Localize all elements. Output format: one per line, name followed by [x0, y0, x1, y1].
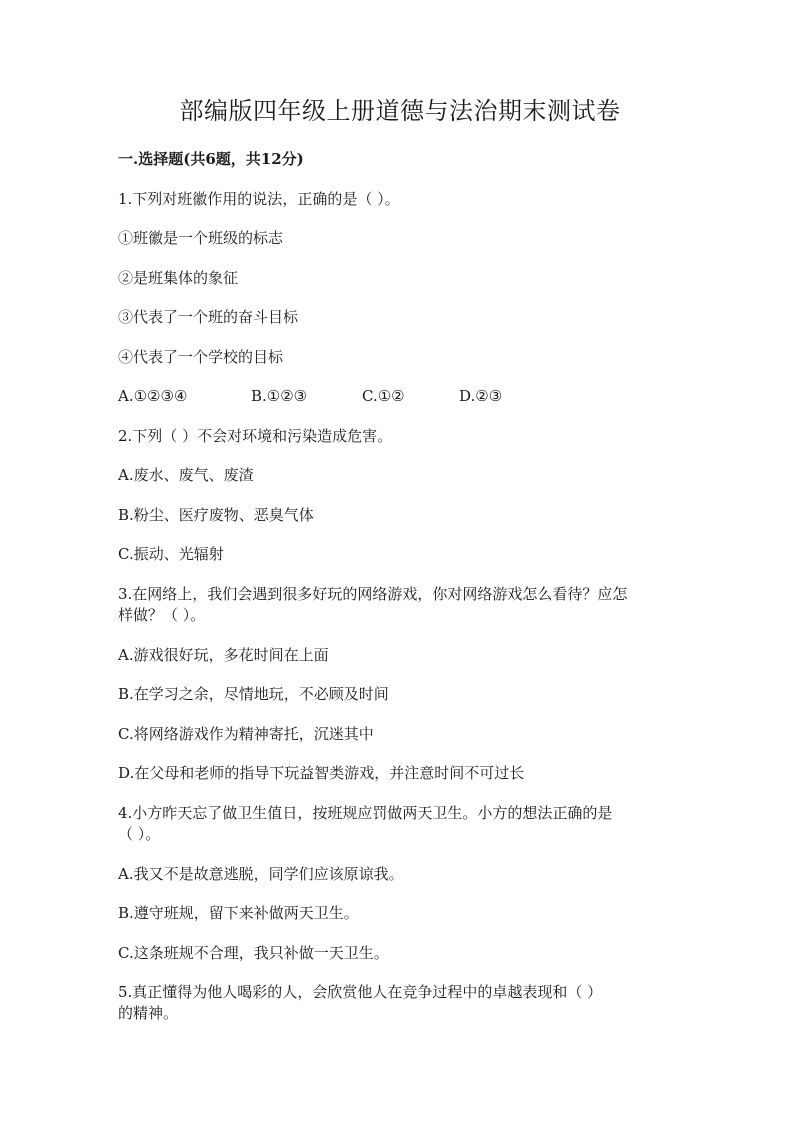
question-2-option-c: C.振动、光辐射	[118, 545, 224, 563]
question-3-option-b: B.在学习之余，尽情地玩，不必顾及时间	[118, 685, 389, 703]
question-1-statement-1: ①班徽是一个班级的标志	[118, 229, 284, 247]
question-2-stem: 2.下列（ ）不会对环境和污染造成危害。	[118, 427, 393, 445]
question-1-statement-4: ④代表了一个学校的目标	[118, 348, 284, 366]
question-5-stem-line-1: 5.真正懂得为他人喝彩的人，会欣赏他人在竞争过程中的卓越表现和（ ）	[118, 983, 603, 1001]
question-2-option-a: A.废水、废气、废渣	[118, 466, 254, 484]
question-1-option-d: D.②③	[459, 387, 503, 405]
section-heading: 一.选择题(共6题，共12分)	[118, 150, 304, 168]
page-title: 部编版四年级上册道德与法治期末测试卷	[179, 97, 621, 125]
question-4-stem-line-1: 4.小方昨天忘了做卫生值日，按班规应罚做两天卫生。小方的想法正确的是	[118, 804, 613, 822]
question-4-option-c: C.这条班规不合理，我只补做一天卫生。	[118, 944, 389, 962]
question-4-option-a: A.我又不是故意逃脱，同学们应该原谅我。	[118, 865, 404, 883]
question-3-stem-line-1: 3.在网络上，我们会遇到很多好玩的网络游戏，你对网络游戏怎么看待？应怎	[118, 585, 628, 603]
question-1-option-b: B.①②③	[251, 387, 308, 405]
question-5-stem-line-2: 的精神。	[118, 1004, 179, 1022]
question-4-option-b: B.遵守班规，留下来补做两天卫生。	[118, 904, 359, 922]
question-1-option-c: C.①②	[362, 387, 405, 405]
question-1-statement-3: ③代表了一个班的奋斗目标	[118, 308, 299, 326]
question-1-statement-2: ②是班集体的象征	[118, 269, 239, 287]
question-1-option-a: A.①②③④	[118, 387, 188, 405]
question-4-stem-line-2: （ ）。	[118, 825, 161, 843]
question-3-stem-line-2: 样做？（ ）。	[118, 606, 206, 624]
question-3-option-a: A.游戏很好玩，多花时间在上面	[118, 646, 329, 664]
question-1-options	[118, 386, 678, 406]
question-1-stem: 1.下列对班徽作用的说法，正确的是（ ）。	[118, 190, 400, 208]
question-2-option-b: B.粉尘、医疗废物、恶臭气体	[118, 506, 314, 524]
question-3-option-c: C.将网络游戏作为精神寄托，沉迷其中	[118, 725, 374, 743]
question-3-option-d: D.在父母和老师的指导下玩益智类游戏，并注意时间不可过长	[118, 764, 525, 782]
